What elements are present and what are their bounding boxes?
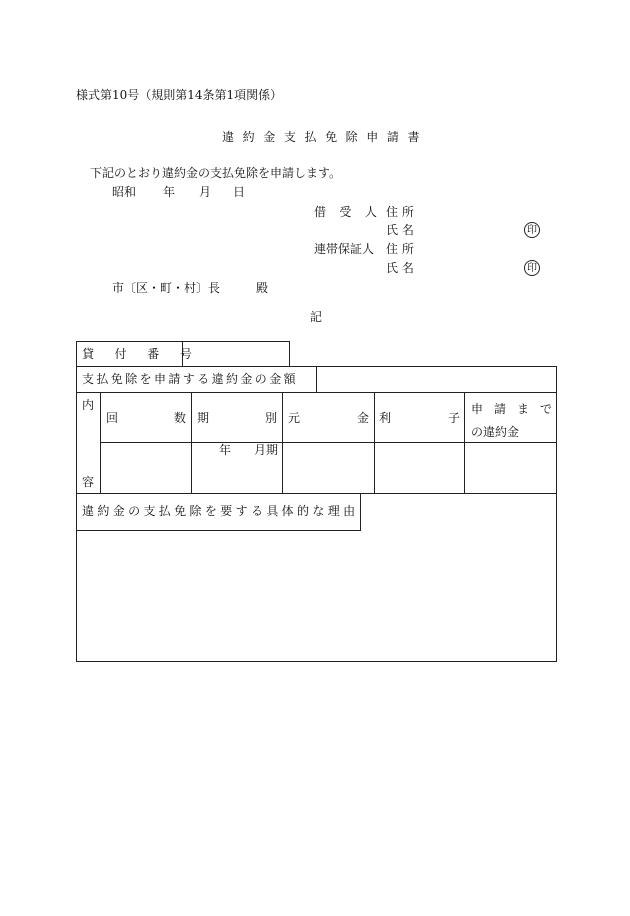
side-label-bottom: 容 — [82, 475, 95, 489]
reason-input[interactable] — [77, 531, 556, 661]
seal-mark: 印 — [524, 222, 540, 238]
loan-number-label: 貸 付 番 号 — [82, 347, 201, 361]
col-until-application-1: 申 請 ま で — [471, 402, 556, 416]
form-number: 様式第10号（規則第14条第1項関係） — [76, 88, 283, 102]
col-principal-a: 元 — [288, 411, 301, 425]
addressee-honorific: 殿 — [256, 281, 269, 295]
document-title: 違 約 金 支 払 免 除 申 請 書 — [222, 130, 422, 144]
amount-label: 支払免除を申請する違約金の金額 — [82, 372, 299, 386]
date-day: 日 — [233, 185, 246, 199]
date-year: 年 — [163, 185, 176, 199]
principal-input[interactable] — [283, 443, 374, 493]
borrower-label: 借 受 人 — [314, 205, 382, 219]
guarantor-name-label: 氏 名 — [386, 261, 414, 275]
col-period-a: 期 — [197, 411, 210, 425]
borrower-address-label: 住 所 — [386, 205, 414, 219]
period-unit-month: 月期 — [254, 443, 279, 457]
col-until-application-2: の違約金 — [471, 425, 520, 439]
seal-mark: 印 — [524, 260, 540, 276]
borrower-name-label: 氏 名 — [386, 223, 414, 237]
interest-input[interactable] — [375, 443, 464, 493]
until-application-input[interactable] — [465, 443, 556, 493]
col-installment-b: 数 — [174, 411, 187, 425]
installment-input[interactable] — [101, 443, 191, 493]
col-interest-a: 利 — [379, 411, 392, 425]
guarantor-label: 連帯保証人 — [314, 242, 375, 256]
col-principal-b: 金 — [357, 411, 370, 425]
date-month: 月 — [199, 185, 212, 199]
date-era: 昭和 — [112, 185, 137, 199]
addressee-office: 市〔区・町・村〕長 — [112, 281, 221, 295]
reason-label: 違約金の支払免除を要する具体的な理由 — [82, 504, 359, 518]
period-unit-year: 年 — [219, 443, 232, 457]
period-input[interactable] — [192, 456, 282, 493]
side-label-top: 内 — [82, 398, 95, 412]
col-interest-b: 子 — [448, 411, 461, 425]
ki-heading: 記 — [310, 310, 323, 324]
amount-input[interactable] — [316, 366, 557, 393]
loan-number-input[interactable] — [182, 341, 290, 367]
intro-text: 下記のとおり違約金の支払免除を申請します。 — [90, 166, 342, 180]
guarantor-address-label: 住 所 — [386, 242, 414, 256]
col-installment-a: 回 — [106, 411, 119, 425]
col-period-b: 別 — [265, 411, 278, 425]
